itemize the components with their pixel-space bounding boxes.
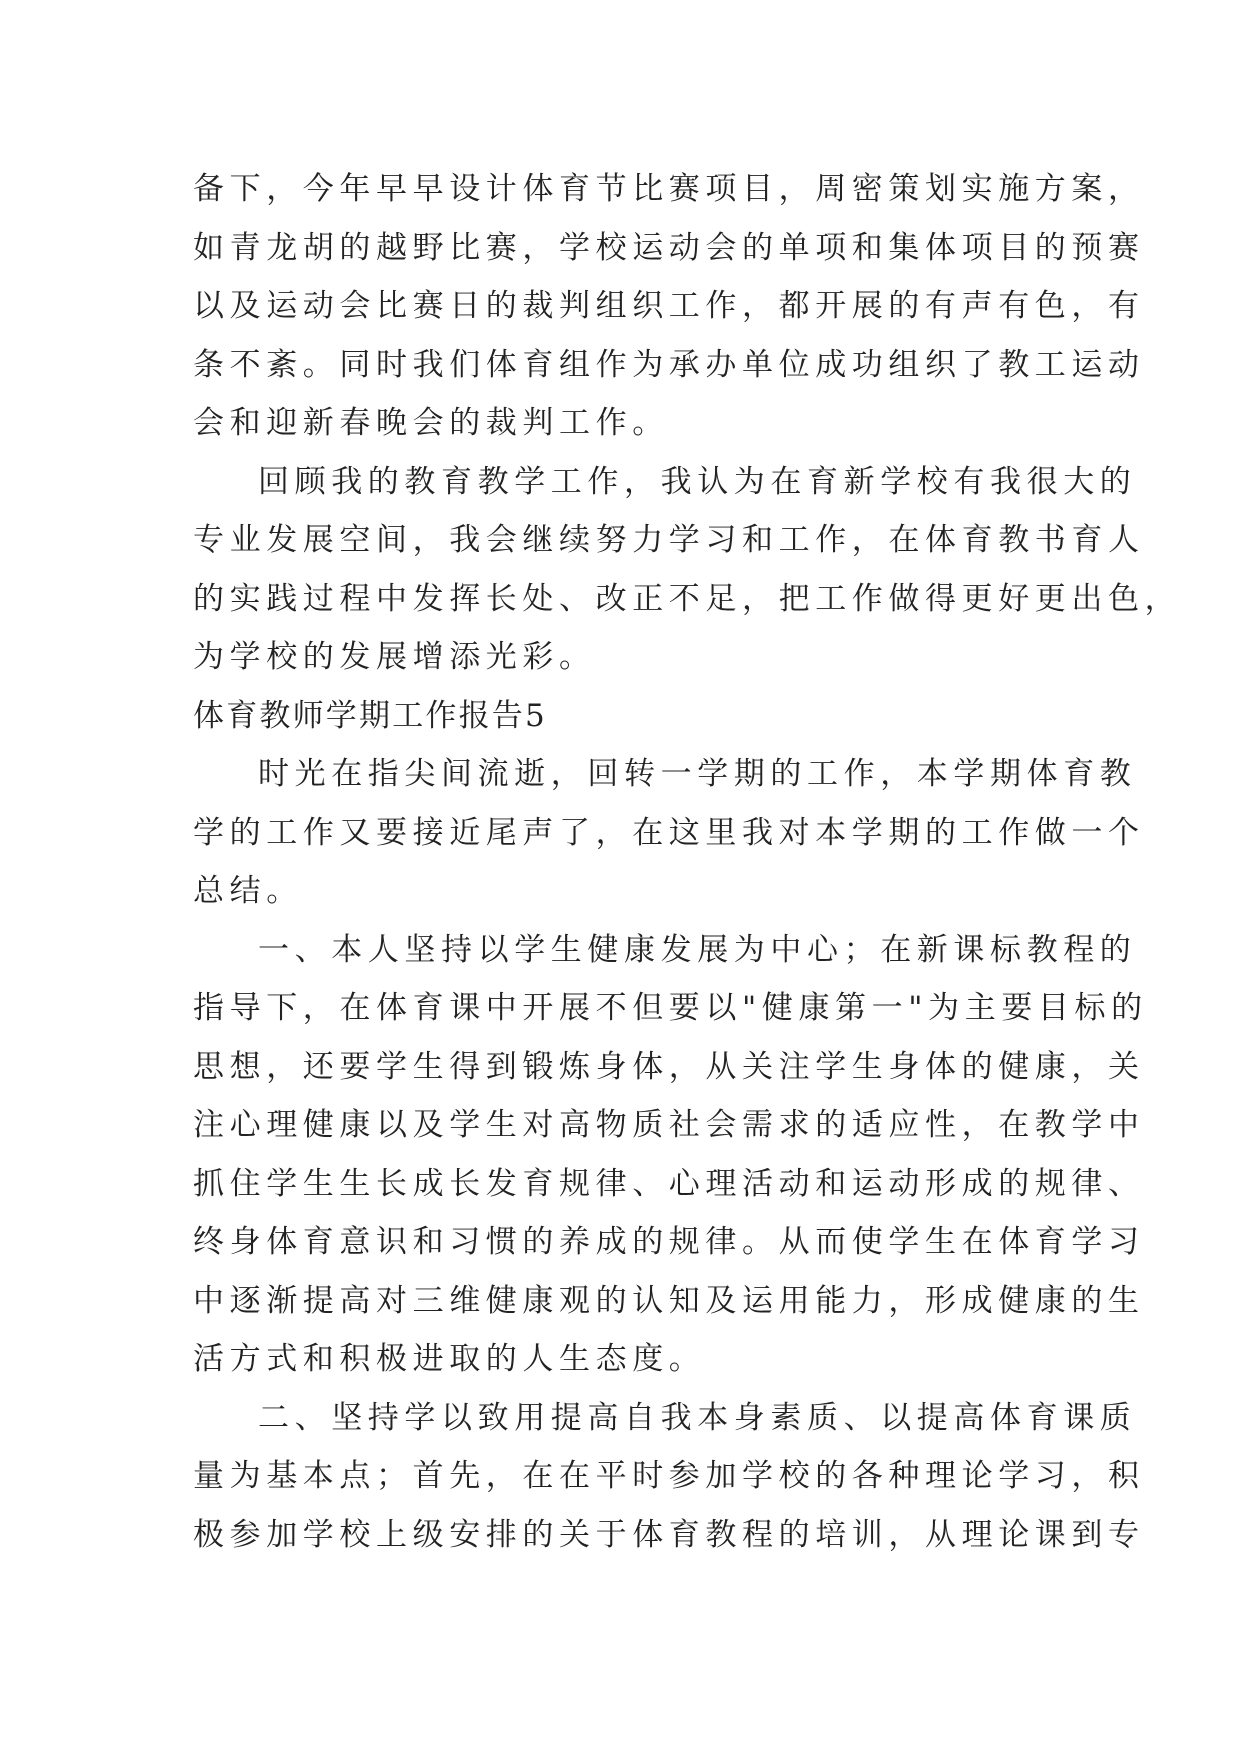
section-heading: 体育教师学期工作报告5	[193, 697, 547, 734]
text-line: 如青龙胡的越野比赛，学校运动会的单项和集体项目的预赛	[193, 229, 1145, 266]
text-line: 中逐渐提高对三维健康观的认知及运用能力，形成健康的生	[193, 1282, 1145, 1319]
text-line: 时光在指尖间流逝，回转一学期的工作，本学期体育教	[258, 756, 1137, 792]
text-line: 条不紊。同时我们体育组作为承办单位成功组织了教工运动	[193, 346, 1145, 383]
text-line: 专业发展空间，我会继续努力学习和工作，在体育教书育人	[193, 522, 1145, 558]
text-line: 量为基本点；首先，在在平时参加学校的各种理论学习，积	[193, 1458, 1145, 1494]
text-line: 思想，还要学生得到锻炼身体，从关注学生身体的健康，关	[193, 1048, 1145, 1085]
text-line: 为学校的发展增添光彩。	[193, 639, 596, 675]
text-line: 总结。	[193, 873, 303, 909]
text-line: 抓住学生生长成长发育规律、心理活动和运动形成的规律、	[193, 1165, 1145, 1202]
text-line: 终身体育意识和习惯的养成的规律。从而使学生在体育学习	[193, 1224, 1145, 1260]
text-line: 备下，今年早早设计体育节比赛项目，周密策划实施方案，	[193, 171, 1145, 207]
text-line: 以及运动会比赛日的裁判组织工作，都开展的有声有色，有	[193, 288, 1145, 324]
text-line: 的实践过程中发挥长处、改正不足，把工作做得更好更出色，	[193, 580, 1182, 617]
text-line: 指导下，在体育课中开展不但要以"健康第一"为主要目标的	[193, 990, 1148, 1026]
text-line: 学的工作又要接近尾声了，在这里我对本学期的工作做一个	[193, 814, 1145, 851]
text-line: 活方式和积极进取的人生态度。	[193, 1341, 706, 1377]
text-line: 注心理健康以及学生对高物质社会需求的适应性，在教学中	[193, 1107, 1145, 1143]
text-line: 二、坚持学以致用提高自我本身素质、以提高体育课质	[258, 1399, 1137, 1436]
document-body	[193, 160, 1182, 1564]
text-line: 一、本人坚持以学生健康发展为中心；在新课标教程的	[258, 931, 1137, 968]
text-line: 会和迎新春晚会的裁判工作。	[193, 405, 669, 441]
text-line: 回顾我的教育教学工作，我认为在育新学校有我很大的	[258, 463, 1137, 500]
text-line: 极参加学校上级安排的关于体育教程的培训，从理论课到专	[193, 1516, 1145, 1553]
